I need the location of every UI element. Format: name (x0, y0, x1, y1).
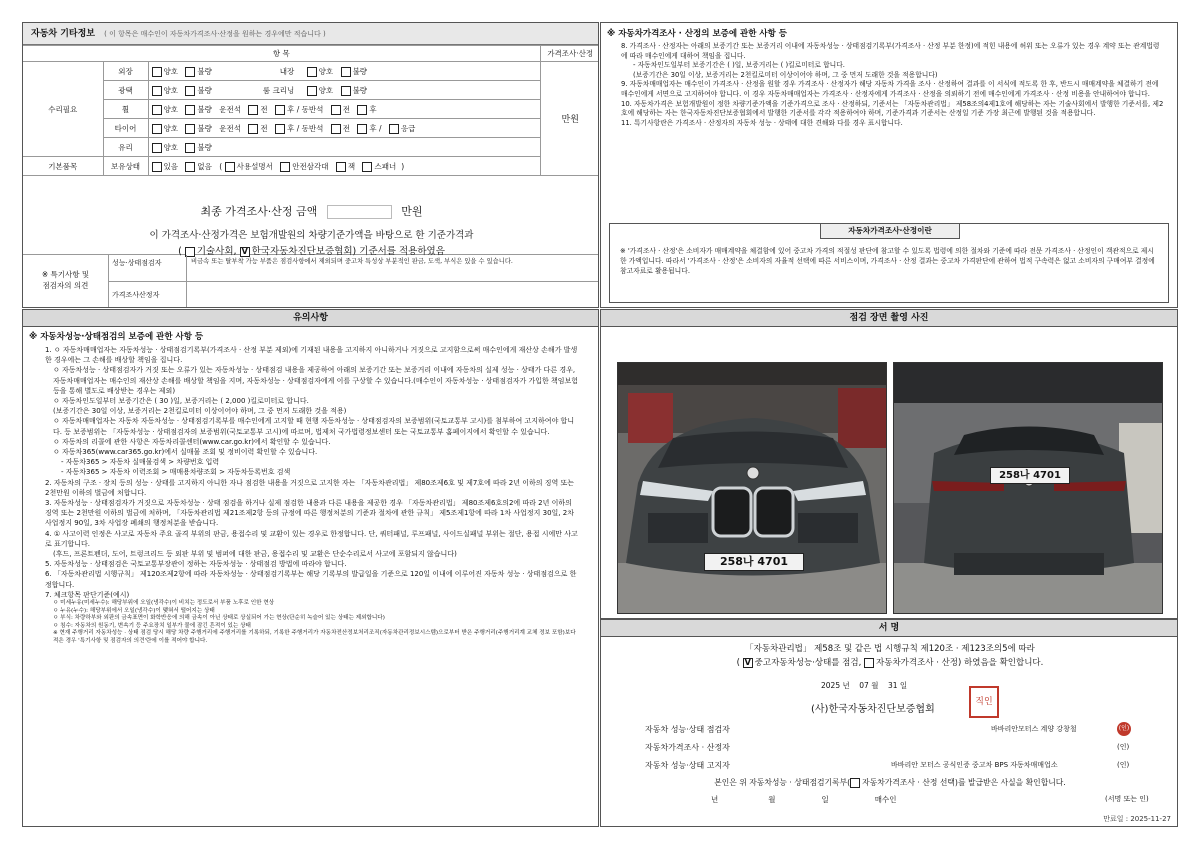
notice-item: 10. 자동차가격은 보험개발원이 정한 차량기준가액을 기준가격으로 조사 · 산정하되, 기준서는 「자동차관리법」 제58조의4제1호에 해당하는 자는 기술사회에서 발행한 기준서를, 제2호에 해당하는 자는 한국자동차진단보증협회에서 발행한 기준서를 각각 적용하여야 하며, 기준가격과 기준서는 산정일 기준 가장 최근에 발행된 것을 적용합니다. (621, 99, 1164, 118)
rear-photo (893, 362, 1163, 614)
notice-item: 8. 가격조사 · 산정자는 아래의 보증기간 또는 보증거리 이내에 자동차성능 · 상태점검기록부(가격조사 · 산정 부분 한정)에 적힌 내용에 허위 또는 오류가 있는 경우 계약 또는 관계법령에 따라 매수인에게 대하여 책임을 집니다. (621, 42, 1160, 60)
buyer-line: 년 월 일 매수인 (711, 795, 897, 804)
caution-item: ㅇ 자동차매매업자는 자동차 자동차성능 · 상태점검기록부를 매수인에게 고지할 때 현행 자동차성능 · 상태점검자의 보증범위(국토교통부 고시)를 첨부하여 고지하여야 합니다. 등 보증범위는 「자동차성능 · 상태점검자의 보증범위(국토교통부 고시)에 따르며, 법제처 국가법령정보센터 또는 국토교통부 홈페이지에서 확인할 수 있습니다. (53, 417, 575, 436)
sign-row-value: 바바리안모터스 계양 강창철 (991, 725, 1077, 733)
criteria-item: ㅇ 누유(누수): 해당부위에서 오일(냉각수)이 맺혀서 떨어지는 상태 (53, 607, 215, 614)
notice-item: 11. 특기사항란은 가격조사 · 산정자의 자동차 성능 · 상태에 대한 견해와 다를 경우 표시합니다. (621, 118, 903, 127)
caution-item: ㅇ 자동차인도일부터 보증기간은 ( 30 )일, 보증거리는 ( 2,000 )킬로미터로 합니다. (53, 397, 309, 406)
checkbox-price[interactable] (864, 658, 874, 668)
checkbox[interactable] (185, 86, 195, 96)
front-car-image (618, 363, 887, 614)
special-row2-label: 가격조사산정자 (109, 282, 187, 308)
caution-item: 1. ㅇ 자동차매매업자는 자동차성능 · 상태점검기록부(가격조사 · 산정 부분 제외)에 기재된 내용을 고지하지 아니하거나 거짓으로 고지함으로써 매수인에게 재산상 손해가 발생한 경우에는 그 손해를 배상할 책임을 집니다. (45, 346, 578, 365)
basis-line2: ( 기술사회, V 한국자동차진단보증협회) 기준서를 적용하였음 (23, 243, 599, 257)
row-name: 보유상태 (103, 157, 148, 176)
etc-info-header (23, 23, 598, 45)
caution-panel (22, 309, 599, 827)
checkbox[interactable] (362, 162, 372, 172)
sign-header: 서 명 (601, 620, 1177, 637)
checkbox[interactable] (185, 67, 195, 77)
sign-panel (600, 619, 1178, 827)
sign-row-label: 자동차 성능·상태 고지자 (645, 761, 730, 770)
checkbox[interactable] (389, 124, 399, 134)
special-row1-label: 성능·상태점검자 (109, 255, 187, 282)
checkbox[interactable] (185, 105, 195, 115)
rear-car-image (894, 363, 1163, 614)
row-glass: 양호 불량 (148, 138, 540, 157)
special-text: 비금속 또는 탈부착 가능 부품은 점검사항에서 제외되며 중고차 특성상 부분적인 판금, 도색, 부식은 있을 수 있습니다. (187, 255, 599, 282)
checkbox[interactable] (357, 124, 367, 134)
caution-subtitle: ※ 자동차성능·상태점검의 보증에 관한 사항 등 (29, 332, 204, 342)
checkbox-confirm[interactable] (850, 778, 860, 788)
checkbox[interactable] (152, 86, 162, 96)
sign-row-label: 자동차가격조사 · 산정자 (645, 743, 730, 752)
etc-info-title: 자동차 기타정보 (31, 29, 95, 39)
price-col-header: 가격조사·산정 (540, 46, 599, 62)
checkbox[interactable] (331, 105, 341, 115)
price-definition-text: ※ '가격조사 · 산정'은 소비자가 매매계약을 체결함에 있어 중고차 가격의 적절성 판단에 참고할 수 있도록 법령에 의한 절차와 기준에 따라 전문 가격조사 · 산정인이 객관적으로 제시한 가액입니다. 따라서 '가격조사 · 산정'은 소비자의 자율적 선택에 따른 서비스이며, 가격조사 · 산정 결과는 중고차 가격판단에 관하여 법적 구속력은 없고 소비자의 구매여부 결정에 참고자료로 활용됩니다. (620, 247, 1155, 275)
front-photo (617, 362, 887, 614)
criteria-item: ※ 현재 주행거리 자동차성능 · 상태 점검 당시 해당 차량 주행거리에 주행거리를 기록하되, 기록한 주행거리가 자동차전산정보처리조직(자동차관리정보시스템)으로부터 받은 주행거리(주행거리계 교체 정보 포함)보다 적은 경우 '특기사항 및 점검자의 의견'란에 이를 적어야 합니다. (53, 630, 576, 645)
caution-item: ㅇ 자동차의 리콜에 관한 사항은 자동차리콜센터(www.car.go.kr)에서 확인할 수 있습니다. (53, 437, 331, 446)
etc-info-note: ( 이 항목은 매수인이 자동차가격조사·산정을 원하는 경우에만 적습니다 ) (104, 30, 326, 38)
row-basic-items: 있음 없음 ( 사용설명서 안전삼각대 잭 스패너 ) (148, 157, 540, 176)
front-plate: 258나 4701 (704, 553, 804, 571)
repair-label: 수리필요 (23, 62, 103, 157)
checkbox[interactable] (152, 143, 162, 153)
sign-row-label: 자동차 성능·상태 점검자 (645, 725, 730, 734)
notice-item: (보증기간은 30일 이상, 보증거리는 2천킬로미터 이상이어야 하며, 그 중 먼저 도래한 것을 적용합니다) (633, 70, 938, 79)
checkbox[interactable] (248, 124, 258, 134)
sign-line2: ( V중고자동차성능·상태를 점검, 자동차가격조사 · 산정) 하였음을 확인합니다. (601, 656, 1178, 668)
final-price-unit: 만원 (401, 205, 423, 218)
checkbox[interactable] (280, 162, 290, 172)
rear-plate: 258나 4701 (990, 467, 1070, 484)
checkbox[interactable] (336, 162, 346, 172)
caution-item: 5. 자동차성능 · 상태점검은 국토교통부장관이 정하는 자동차성능 · 상태점검 방법에 따라야 합니다. (45, 560, 347, 569)
sign-line1: 「자동차관리법」 제58조 및 같은 법 시행규칙 제120조 · 제123조의5에 따라 (745, 644, 1035, 654)
notice-item: - 자동차인도일부터 보증기간은 ( )일, 보증거리는 ( )킬로미터로 합니다. (633, 61, 845, 70)
row-exterior: 양호 불량 내장 양호 불량 (148, 62, 540, 81)
checkbox[interactable] (185, 143, 195, 153)
caution-item: (후드, 프론트펜더, 도어, 트렁크리드 등 외판 부위 및 범퍼에 대한 판금, 용접수리 및 교환은 단순수리로서 사고에 포함되지 않습니다) (53, 550, 457, 559)
row-name: 타이어 (103, 119, 148, 138)
caution-item: ㅇ 자동차365(www.car365.go.kr)에서 실매물 조회 및 정비이력 확인할 수 있습니다. (53, 448, 318, 457)
photos-header: 점검 장면 촬영 사진 (601, 310, 1177, 327)
price-notice-panel (600, 22, 1178, 308)
checkbox[interactable] (152, 124, 162, 134)
caution-item: 6. 「자동차관리법 시행규칙」 제120조제2항에 따라 자동차성능 · 상태점검기록부는 해당 기록부의 발급일을 기준으로 120일 이내에 이루어진 자동차 성능 · 상태점검으로 한정합니다. (45, 570, 577, 589)
checkbox[interactable] (341, 86, 351, 96)
price-definition-box (609, 223, 1169, 303)
criteria-item: ㅇ 부식: 차량하부와 외판의 금속표면이 화학반응에 의해 금속이 아닌 상태로 상실되어 가는 현상(단순히 녹슬어 있는 상태는 제외합니다) (53, 615, 385, 622)
caution-item: - 자동차365 > 자동차 이력조회 > 매매용차량조회 > 자동차등록번호 검색 (61, 468, 291, 477)
notice-item: 9. 자동차매매업자는 매수인이 가격조사 · 산정을 원할 경우 가격조사 · 산정자가 해당 자동차 가격을 조사 · 산정하여 결과를 이 서식에 적도록 한 후, 반드시 매매계약을 체결하기 전에 매수인에게 서면으로 고지하여야 합니다. 이 경우 자동차매매업자는 가격조사 · 산정자에게 가격조사 · 산정을 의뢰하기 전에 매수인에게 가격조사 · 산정 비용을 안내하여야 합니다. (621, 80, 1159, 98)
org-seal-icon: 직인 (969, 686, 999, 718)
caution-item: 4. ① 사고이력 인정은 사고로 자동차 주요 골격 부위의 판금, 용접수리 및 교환이 있는 경우로 한정합니다. 단, 쿼터패널, 루프패널, 사이드실패널 부위는 절단, 용접 시에만 사고로 표기합니다. (45, 529, 578, 548)
checkbox[interactable] (331, 124, 341, 134)
expire-date: 만료일 : 2025-11-27 (1103, 815, 1171, 823)
checkbox[interactable] (152, 67, 162, 77)
sign-row-mark: (인) (1117, 743, 1130, 751)
sign-date: 2025 년 07 월 31 일 (821, 681, 908, 690)
checkbox-performance[interactable] (743, 658, 753, 668)
sign-confirm: 본인은 위 자동차성능 · 상태점검기록부( 자동차가격조사 · 산정 선택)를 발급받은 사실을 확인합니다. (714, 778, 1066, 787)
checkbox[interactable] (307, 86, 317, 96)
row-name: 휠 (103, 100, 148, 119)
checkbox[interactable] (185, 124, 195, 134)
final-price-label: 최종 가격조사·산정 금액 (200, 205, 318, 218)
price-notice-body (601, 42, 1177, 128)
criteria-item: ㅇ 미세누유(미세누수): 해당부위에 오일(냉각수)이 비치는 정도로서 부품 노후로 인한 현상 (53, 600, 275, 607)
checkbox[interactable] (275, 124, 285, 134)
price-definition-title: 자동차가격조사·산정이란 (820, 223, 960, 239)
etc-info-table (23, 45, 599, 176)
checkbox[interactable] (185, 162, 195, 172)
checkbox[interactable] (248, 105, 258, 115)
criteria-body (23, 600, 598, 646)
photos-panel (600, 309, 1178, 619)
basic-label: 기본품목 (23, 157, 103, 176)
sign-row-value: 바바리안 모터스 공식인증 중고차 BPS 자동차매매업소 (891, 761, 1058, 769)
row-tire: 양호 불량 운전석 전 후 / 동반석 전 후 / 응급 (148, 119, 540, 138)
item-col-header: 항 목 (23, 46, 540, 62)
caution-body (23, 345, 598, 600)
row-name: 광택 (103, 81, 148, 100)
buyer-sign: (서명 또는 인) (1105, 795, 1149, 803)
checkbox[interactable] (225, 162, 235, 172)
criteria-item: ㅇ 침수: 자동차의 원동기, 변속기 등 주요장치 일부가 물에 잠긴 흔적이 있는 상태 (53, 622, 251, 629)
caution-item: 3. 자동차성능 · 상태점검자가 거짓으로 자동차성능 · 상태 점검을 하거나 실제 점검한 내용과 다른 내용을 제공한 경우 「자동차관리법」 제80조제6호의2에 따라 2년 이하의 징역 또는 2천만원 이하의 벌금에 처하며, 「자동차관리법 제21조제2항 등의 규정에 따른 행정처분의 기준과 절차에 관한 규칙」 제5조제1항에 따라 1차 사업정지 30일, 2차 사업정지 90일, 3차 사업장 폐쇄의 행정처분을 받습니다. (45, 499, 574, 528)
etc-info-panel (22, 22, 599, 308)
row-name: 외장 (103, 62, 148, 81)
sign-org: (사)한국자동차진단보증협회 (811, 704, 935, 715)
row-name: 유리 (103, 138, 148, 157)
basis-line1: 이 가격조사·산정가격은 보험개발원의 차량기준가액을 바탕으로 한 기준가격과 (149, 230, 474, 241)
caution-item: 2. 자동차의 구조 · 장치 등의 성능 · 상태를 고지하지 아니한 자나 점검한 내용을 거짓으로 고지한 자는 「자동차관리법」 제80조제6호 및 제7호에 따라 2년 이하의 징역 또는 2천만원 이하의 벌금에 처합니다. (45, 478, 575, 497)
checkbox[interactable] (357, 105, 367, 115)
checkbox[interactable] (307, 67, 317, 77)
special-label: ※ 특기사항 및 점검자의 의견 (23, 255, 109, 308)
sign-row-mark: (인) (1117, 761, 1130, 769)
caution-item: ㅇ 자동차성능 · 상태점검자가 거짓 또는 오류가 있는 자동차성능 · 상태점검 내용을 제공하여 아래의 보증기간 또는 보증거리 이내에 자동차의 실제 성능 · 상태가 다른 경우, 자동차매매업자는 매수인의 재산상 손해를 배상할 책임을 지며, 자동차성능 · 상태점검자에게 이를 구상할 수 있습니다.(매수인이 자동차성능 · 상태점검자가 가입한 책임보험 등을 통해 별도로 배상받는 경우는 제외) (53, 366, 579, 395)
row-polish: 양호 불량 룸 크리닝 양호 불량 (148, 81, 540, 100)
checkbox[interactable] (275, 105, 285, 115)
caution-header: 유의사항 (23, 310, 598, 327)
final-price-input[interactable] (327, 205, 392, 219)
row-wheel: 양호 불량 운전석 전 후 / 동반석 전 후 (148, 100, 540, 119)
caution-item: - 자동차365 > 자동차 실매물검색 > 차량번호 입력 (61, 458, 220, 467)
checkbox[interactable] (152, 162, 162, 172)
caution-item: 7. 체크항목 판단기준(예시) (45, 590, 130, 599)
price-notice-title: ※ 자동차가격조사 · 산정의 보증에 관한 사항 등 (607, 29, 788, 39)
price-unit: 만원 (540, 62, 599, 176)
inspector-seal-icon: (인) (1117, 722, 1131, 736)
caution-item: (보증기간은 30일 이상, 보증거리는 2천킬로미터 이상이어야 하며, 그 중 먼저 도래한 것을 적용) (53, 407, 347, 416)
final-price-block (23, 195, 599, 255)
checkbox[interactable] (152, 105, 162, 115)
checkbox[interactable] (341, 67, 351, 77)
